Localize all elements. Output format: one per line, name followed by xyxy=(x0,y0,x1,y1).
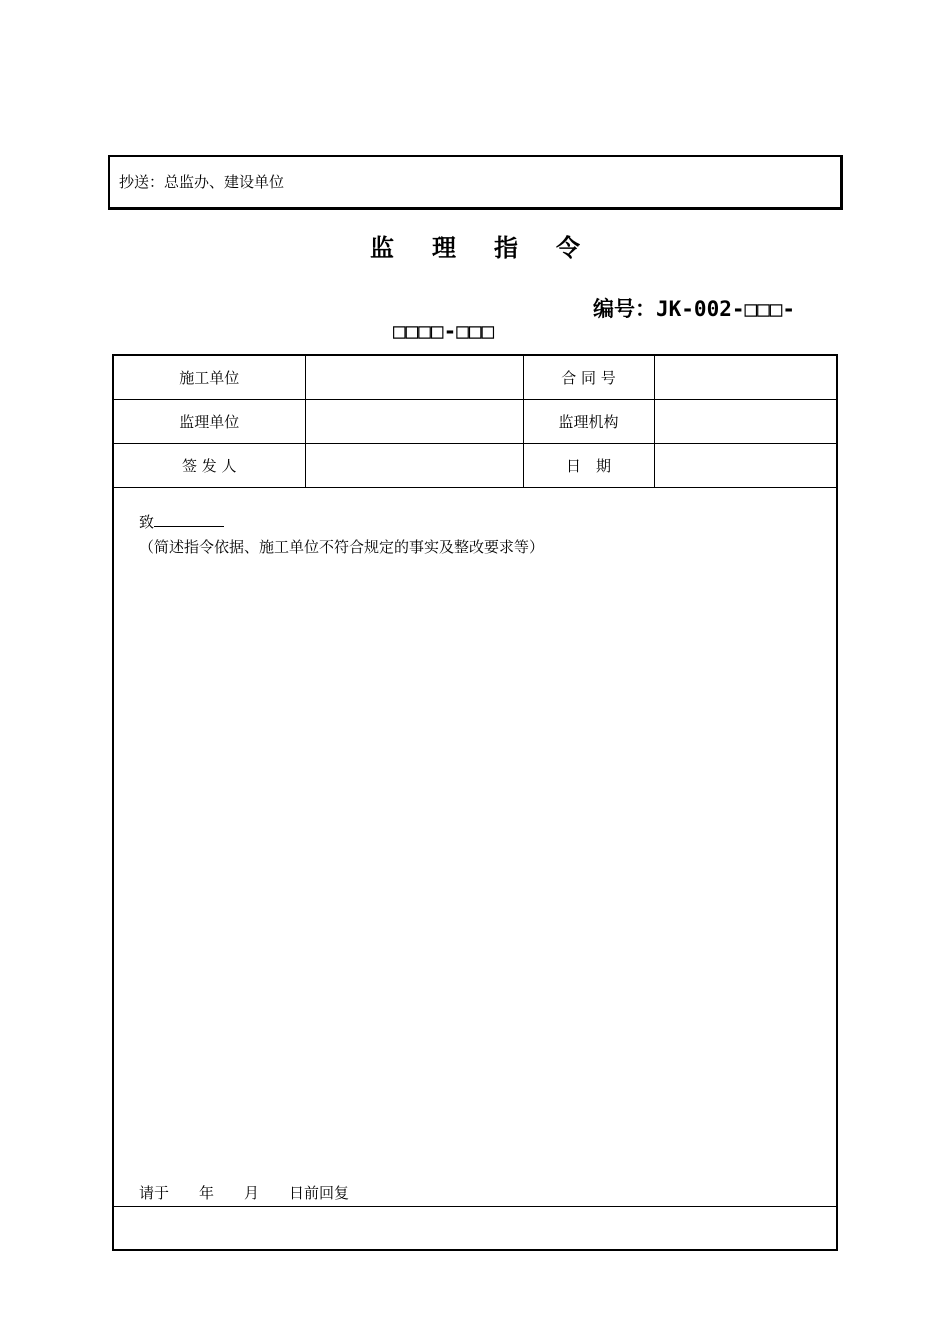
instruction-hint: （简述指令依据、施工单位不符合规定的事实及整改要求等） xyxy=(139,538,545,556)
date-label: 日 期 xyxy=(523,444,654,488)
date-field[interactable] xyxy=(654,444,836,488)
issuer-field[interactable] xyxy=(305,444,523,488)
addressee-label: 致 xyxy=(139,513,155,531)
instruction-form xyxy=(112,354,838,1251)
construction-unit-field[interactable] xyxy=(305,356,523,400)
cc-box xyxy=(108,155,843,210)
serial-number-line1: 编号：JK-002-□□□- xyxy=(593,297,796,321)
footer-row[interactable] xyxy=(114,1206,836,1250)
supervision-agency-field[interactable] xyxy=(654,400,836,444)
contract-number-label: 合 同 号 xyxy=(523,356,654,400)
construction-unit-label: 施工单位 xyxy=(114,356,305,400)
issuer-label: 签 发 人 xyxy=(114,444,305,488)
reply-deadline: 请于 年 月 日前回复 xyxy=(139,1184,350,1202)
table-row xyxy=(114,356,836,400)
contract-number-field[interactable] xyxy=(654,356,836,400)
supervision-unit-label: 监理单位 xyxy=(114,400,305,444)
table-row xyxy=(114,444,836,488)
addressee-line xyxy=(139,511,224,533)
supervision-unit-field[interactable] xyxy=(305,400,523,444)
document-title: 监理指令 xyxy=(370,234,618,262)
serial-number-line2: □□□□-□□□ xyxy=(393,319,495,343)
table-row xyxy=(114,400,836,444)
cc-text: 抄送：总监办、建设单位 xyxy=(119,173,285,191)
info-table xyxy=(114,356,836,488)
addressee-blank[interactable] xyxy=(154,511,224,527)
supervision-agency-label: 监理机构 xyxy=(523,400,654,444)
